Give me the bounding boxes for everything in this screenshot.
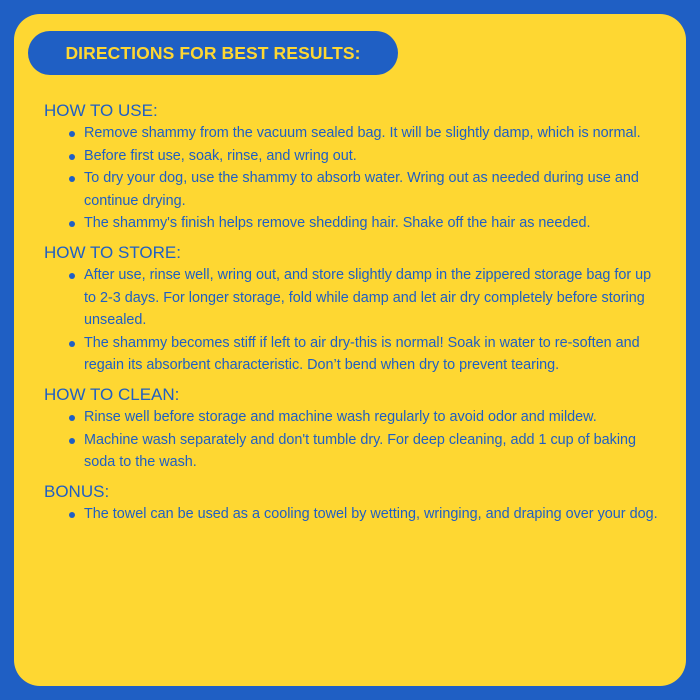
list-item bbox=[44, 122, 664, 145]
list-item-text: Rinse well before storage and machine wash regularly to avoid odor and mildew. bbox=[84, 408, 597, 425]
section-how-to-store bbox=[44, 242, 664, 377]
bullet-icon bbox=[69, 131, 75, 137]
bullet-icon bbox=[69, 273, 75, 279]
list-item bbox=[44, 332, 664, 377]
list-item-text: Remove shammy from the vacuum sealed bag. It will be slightly damp, which is normal. bbox=[84, 125, 641, 141]
header-banner bbox=[28, 31, 398, 75]
directions-content bbox=[44, 100, 664, 525]
list-item-text: The shammy's finish helps remove shedding hair. Shake off the hair as needed. bbox=[84, 215, 591, 232]
header-title: DIRECTIONS FOR BEST RESULTS: bbox=[65, 42, 361, 63]
bullet-list bbox=[44, 406, 664, 474]
section-how-to-use bbox=[44, 100, 664, 235]
list-item-text: To dry your dog, use the shammy to absorb water. Wring out as needed during use and continue drying. bbox=[84, 170, 639, 209]
section-bonus bbox=[44, 481, 664, 526]
bullet-icon bbox=[69, 154, 75, 160]
list-item bbox=[44, 429, 664, 474]
list-item bbox=[44, 406, 664, 429]
bullet-icon bbox=[69, 415, 75, 421]
bullet-list bbox=[44, 264, 664, 377]
bullet-icon bbox=[69, 176, 75, 182]
bullet-list bbox=[44, 503, 664, 526]
bullet-icon bbox=[69, 438, 75, 444]
section-how-to-clean bbox=[44, 384, 664, 474]
list-item bbox=[44, 167, 664, 212]
list-item-text: The towel can be used as a cooling towel by wetting, wringing, and draping over your dog. bbox=[84, 505, 658, 522]
list-item bbox=[44, 212, 664, 235]
bullet-icon bbox=[69, 341, 75, 347]
section-heading: HOW TO STORE: bbox=[44, 242, 181, 262]
bullet-list bbox=[44, 122, 664, 235]
list-item-text: The shammy becomes stiff if left to air dry-this is normal! Soak in water to re-soften and regain its absorbent characteristic. Don’t bend when dry to prevent tearing. bbox=[84, 334, 640, 374]
section-heading: BONUS: bbox=[44, 481, 110, 501]
directions-card bbox=[14, 14, 686, 686]
bullet-icon bbox=[69, 221, 75, 227]
list-item bbox=[44, 503, 664, 526]
bullet-icon bbox=[69, 512, 75, 518]
list-item-text: Machine wash separately and don't tumble dry. For deep cleaning, add 1 cup of baking soda to the wash. bbox=[84, 431, 637, 471]
list-item bbox=[44, 264, 664, 332]
list-item bbox=[44, 145, 664, 168]
list-item-text: Before first use, soak, rinse, and wring out. bbox=[84, 147, 357, 164]
section-heading: HOW TO USE: bbox=[44, 101, 158, 120]
list-item-text: After use, rinse well, wring out, and store slightly damp in the zippered storage bag for up to 2-3 days. For longer storage, fold while damp and let air dry completely before storing unsealed. bbox=[84, 266, 652, 329]
section-heading: HOW TO CLEAN: bbox=[44, 384, 180, 404]
